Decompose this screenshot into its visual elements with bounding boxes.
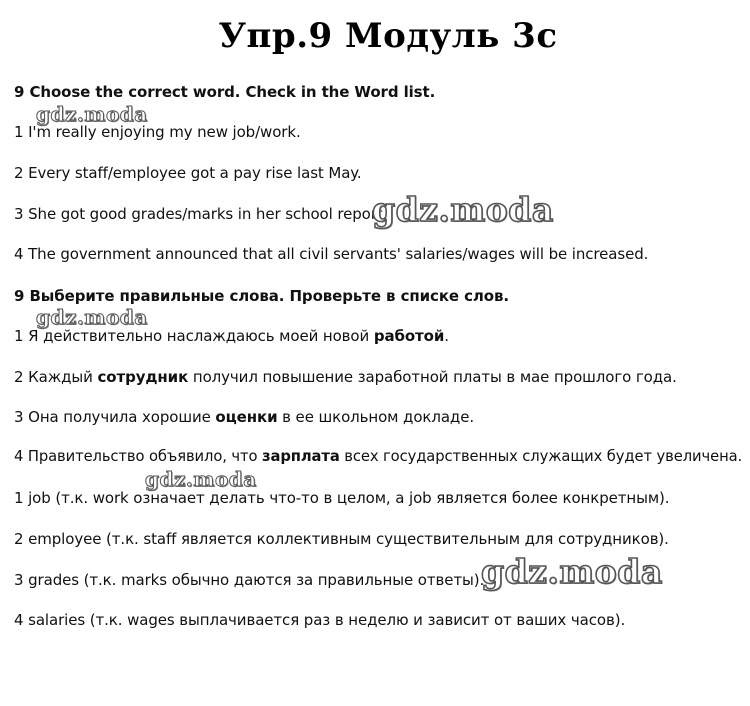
russian-item-3-after: в ее школьном докладе. <box>277 408 475 426</box>
russian-item-2-after: получил повышение заработной платы в мае прошлого года. <box>188 368 677 386</box>
russian-item-2-before: 2 Каждый <box>14 368 98 386</box>
english-item-2: 2 Every staff/employee got a pay rise last May. <box>14 164 362 182</box>
russian-heading: 9 Выберите правильные слова. Проверьте в списке слов. <box>14 287 509 305</box>
english-item-4: 4 The government announced that all civil servants' salaries/wages will be increased. <box>14 245 649 263</box>
watermark-logo: gdz.moda <box>145 467 257 491</box>
answer-2: 2 employee (т.к. staff является коллективным существительным для сотрудников). <box>14 530 669 548</box>
english-item-3: 3 She got good grades/marks in her school report. <box>14 205 388 223</box>
russian-item-1-after: . <box>444 327 449 345</box>
answer-1: 1 job (т.к. work означает делать что-то в целом, а job является более конкретным). <box>14 489 670 507</box>
russian-item-4-before: 4 Правительство объявило, что <box>14 448 263 465</box>
russian-item-2-answer: сотрудник <box>97 368 189 386</box>
watermark-logo: gdz.moda <box>481 552 663 591</box>
english-heading: 9 Choose the correct word. Check in the Word list. <box>14 83 436 101</box>
russian-item-3-before: 3 Она получила хорошие <box>14 408 216 426</box>
russian-item-2 <box>14 367 677 387</box>
answer-3: 3 grades (т.к. marks обычно даются за правильные ответы). <box>14 571 485 589</box>
russian-item-3-answer: оценки <box>215 408 278 426</box>
russian-item-3 <box>14 407 474 427</box>
watermark-logo: gdz.moda <box>36 305 148 329</box>
russian-item-4 <box>14 447 742 467</box>
russian-item-4-after: всех государственных служащих будет увеличена. <box>339 448 743 465</box>
english-item-1: 1 I'm really enjoying my new job/work. <box>14 123 301 141</box>
answer-4: 4 salaries (т.к. wages выплачивается раз в неделю и зависит от ваших часов). <box>14 611 626 629</box>
watermark-logo: gdz.moda <box>36 102 148 126</box>
russian-item-1-answer: работой <box>373 327 445 345</box>
russian-item-1 <box>14 326 449 346</box>
russian-item-4-answer: зарплата <box>262 448 340 465</box>
russian-item-1-before: 1 Я действительно наслаждаюсь моей новой <box>14 327 374 345</box>
watermark-logo: gdz.moda <box>372 190 554 229</box>
page-title: Упр.9 Модуль 3с <box>218 16 558 56</box>
